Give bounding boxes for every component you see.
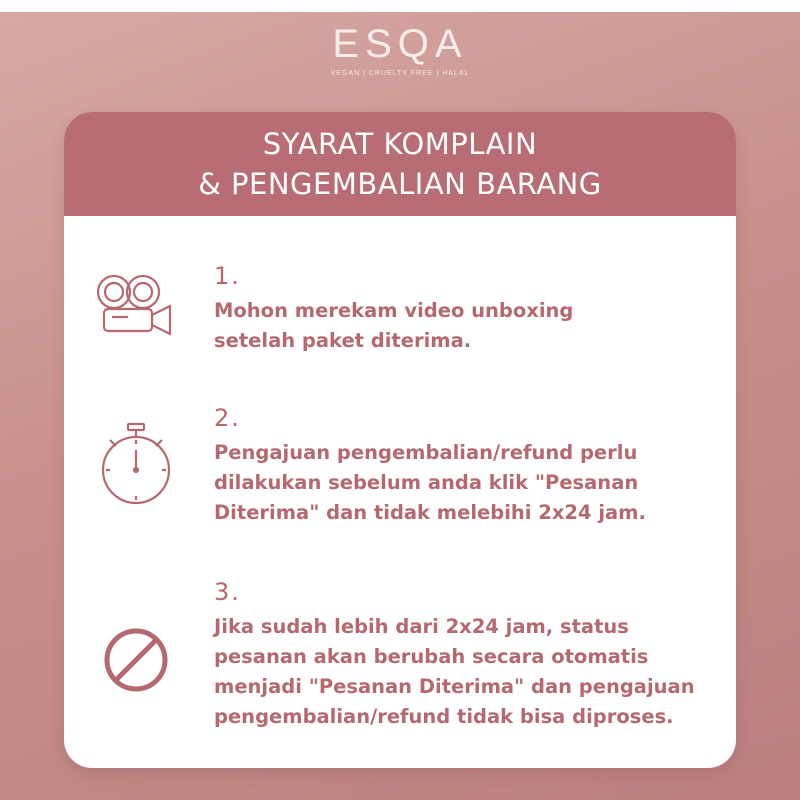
item-number-1: 1. [214,262,241,290]
brand-tagline: VEGAN | CRUELTY FREE | HALAL [330,70,470,77]
brand-logo: ESQA [332,22,468,66]
brand-header [0,22,800,77]
card-title-line-2: & PENGEMBALIAN BARANG [198,167,602,201]
item-text-1: Mohon merekam video unboxing setelah paket diterima. [214,299,574,352]
card-header [64,112,736,216]
top-white-strip [0,0,800,12]
item-text-3: Jika sudah lebih dari 2x24 jam, status pesanan akan berubah secara otomatis menjadi "Pesanan Diterima" dan pengajuan pengembalian/refund tidak bisa diproses. [214,615,695,728]
card-title-line-1: SYARAT KOMPLAIN [262,127,538,161]
item-number-2: 2. [214,404,241,432]
stopwatch-icon [94,422,178,506]
item-text-2: Pengajuan pengembalian/refund perlu dilakukan sebelum anda klik "Pesanan Diterima" dan tidak melebihi 2x24 jam. [214,441,646,524]
item-number-3: 3. [214,578,241,606]
video-camera-icon [94,262,178,346]
prohibited-icon [94,618,178,702]
info-card [64,112,736,768]
